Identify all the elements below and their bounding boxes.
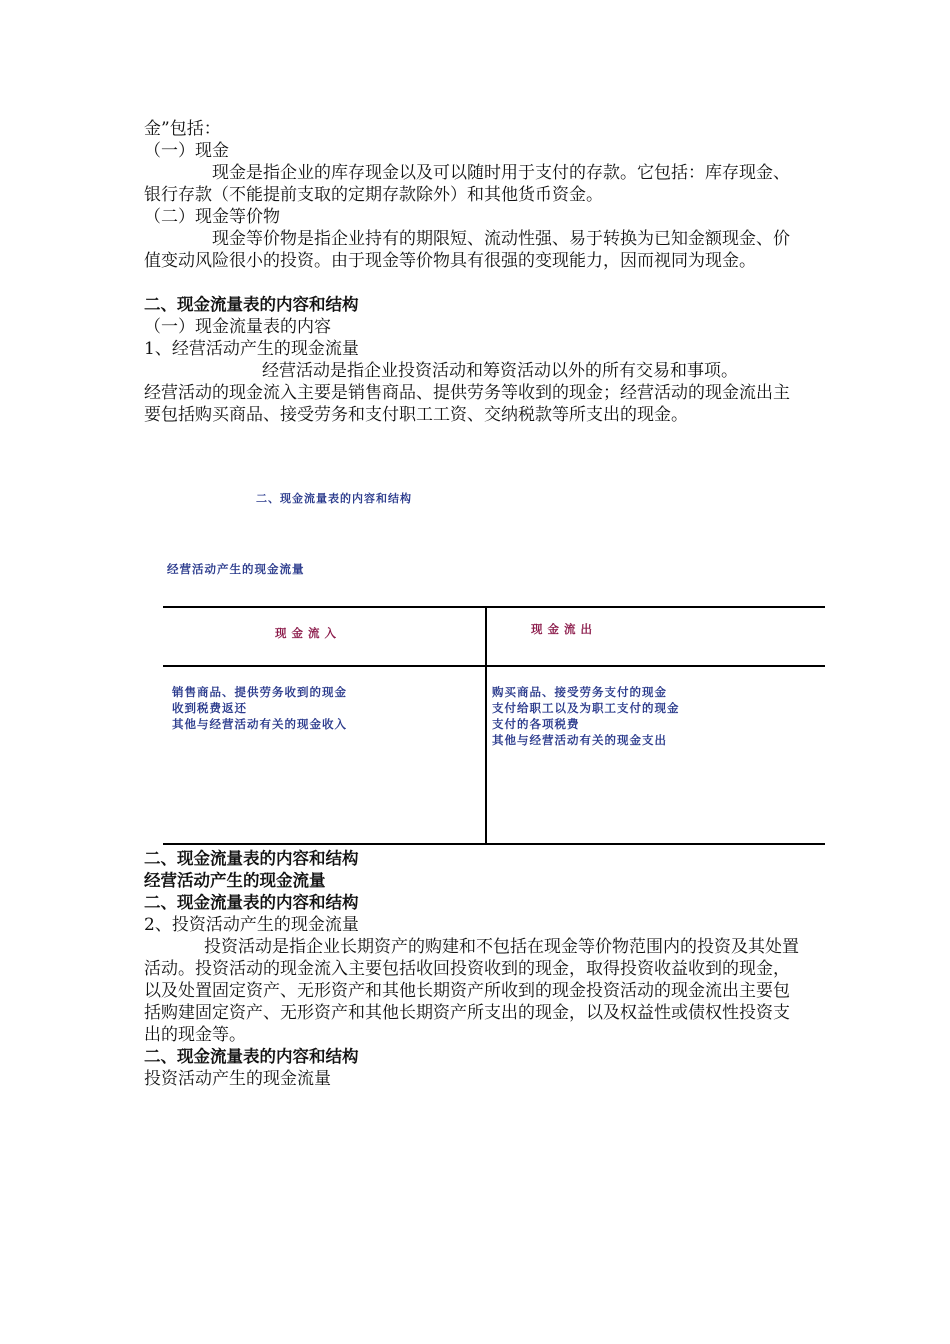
table-top-border xyxy=(163,606,825,608)
subsection-heading: （一）现金流量表的内容 xyxy=(144,317,331,337)
cash-paragraph: 现金是指企业的库存现金以及可以随时用于支付的存款。它包括：库存现金、银行存款（不能提前支取的定期存款除外）和其他货币资金。 xyxy=(144,163,790,205)
list-item: 支付给职工以及为职工支付的现金 xyxy=(492,701,680,715)
cash-equivalent-paragraph: 现金等价物是指企业持有的期限短、流动性强、易于转换为已知金额现金、价值变动风险很小的投资。由于现金等价物具有很强的变现能力，因而视同为现金。 xyxy=(144,229,790,271)
investing-activities-heading: 2、投资活动产生的现金流量 xyxy=(144,915,359,935)
table-bottom-border xyxy=(163,843,825,845)
cash-heading: （一）现金 xyxy=(144,141,229,161)
slide-title: 二、现金流量表的内容和结构 xyxy=(256,492,412,505)
section-heading: 二、现金流量表的内容和结构 xyxy=(144,893,359,912)
cash-equivalent-heading: （二）现金等价物 xyxy=(144,207,280,227)
list-item: 购买商品、接受劳务支付的现金 xyxy=(492,685,667,699)
section-heading: 二、现金流量表的内容和结构 xyxy=(144,1047,359,1066)
list-item: 销售商品、提供劳务收到的现金 xyxy=(172,685,347,699)
operating-definition: 经营活动是指企业投资活动和筹资活动以外的所有交易和事项。 xyxy=(262,361,738,381)
inflow-list xyxy=(172,684,347,732)
table-header-border xyxy=(163,665,825,667)
operating-cash-flow-heading: 经营活动产生的现金流量 xyxy=(144,871,326,890)
investing-paragraph: 投资活动是指企业长期资产的购建和不包括在现金等价物范围内的投资及其处置活动。投资活动的现金流入主要包括收回投资收到的现金，取得投资收益收到的现金，以及处置固定资产、无形资产和其他长期资产所收到的现金投资活动的现金流出主要包括购建固定资产、无形资产和其他长期资产所支出的现金，以及权益性或债权性投资支出的现金等。 xyxy=(144,937,799,1045)
section-heading: 二、现金流量表的内容和结构 xyxy=(144,849,359,868)
list-item: 其他与经营活动有关的现金收入 xyxy=(172,717,347,731)
operating-activities-heading: 1、经营活动产生的现金流量 xyxy=(144,339,359,359)
list-item: 其他与经营活动有关的现金支出 xyxy=(492,733,667,747)
section-heading: 二、现金流量表的内容和结构 xyxy=(144,295,359,314)
intro-line: 金”包括： xyxy=(144,119,221,139)
investing-cash-flow-line: 投资活动产生的现金流量 xyxy=(144,1069,331,1089)
slide-subtitle: 经营活动产生的现金流量 xyxy=(167,562,305,576)
cash-outflow-header: 现金流出 xyxy=(531,622,597,636)
list-item: 支付的各项税费 xyxy=(492,717,580,731)
outflow-list xyxy=(492,684,680,748)
cash-inflow-header: 现金流入 xyxy=(275,626,341,640)
table-column-divider xyxy=(485,607,487,844)
list-item: 收到税费返还 xyxy=(172,701,247,715)
operating-paragraph: 经营活动的现金流入主要是销售商品、提供劳务等收到的现金；经营活动的现金流出主要包括购买商品、接受劳务和支付职工工资、交纳税款等所支出的现金。 xyxy=(144,383,790,425)
